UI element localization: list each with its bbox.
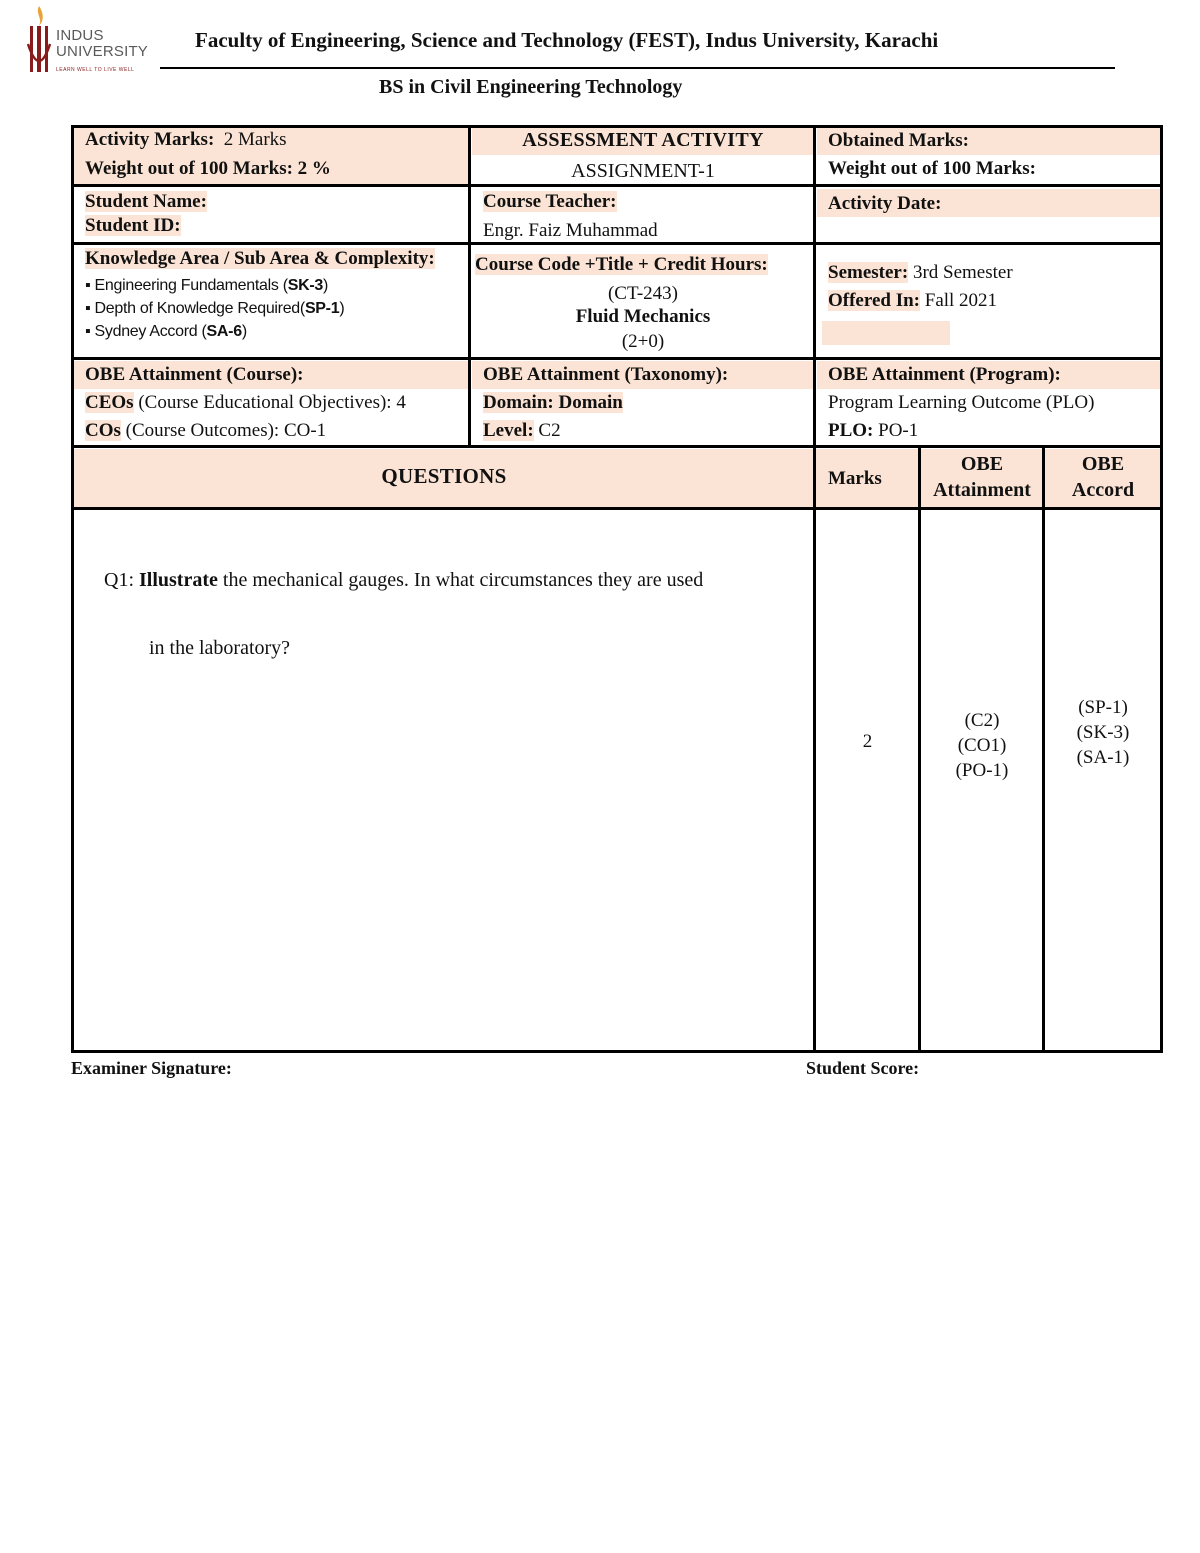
examiner-signature-label: Examiner Signature: <box>71 1058 232 1078</box>
assessment-name: ASSIGNMENT-1 <box>571 160 715 182</box>
obe-taxonomy-label: OBE Attainment (Taxonomy): <box>483 364 729 385</box>
obtained-marks-label: Obtained Marks: <box>828 130 969 151</box>
question-1-line1: Q1: Illustrate the mechanical gauges. In what circumstances they are used <box>104 569 704 591</box>
credit-hours: (2+0) <box>621 331 665 352</box>
activity-date-label: Activity Date: <box>828 193 942 214</box>
questions-header: QUESTIONS <box>381 464 507 488</box>
knowledge-item: ▪ Sydney Accord (SA-6) <box>85 323 247 340</box>
student-score-label: Student Score: <box>806 1058 920 1078</box>
university-logo <box>26 4 156 74</box>
ceo-line: CEOs (Course Educational Objectives): 4 <box>85 392 406 413</box>
faculty-title: Faculty of Engineering, Science and Technology (FEST), Indus University, Karachi <box>195 28 939 52</box>
course-title: Fluid Mechanics <box>575 306 711 327</box>
header-divider <box>160 67 1115 69</box>
plo-title: Program Learning Outcome (PLO) <box>828 392 1095 413</box>
activity-marks: Activity Marks: 2 Marks <box>85 129 287 150</box>
course-teacher-label: Course Teacher: <box>483 191 617 212</box>
row-divider <box>71 507 1163 510</box>
row-divider <box>71 184 1163 187</box>
course-code-label: Course Code +Title + Credit Hours: <box>475 254 768 275</box>
assessment-activity-title: ASSESSMENT ACTIVITY <box>522 129 764 151</box>
row-divider <box>71 242 1163 245</box>
student-id-label: Student ID: <box>85 215 181 236</box>
column-divider <box>813 125 816 1053</box>
row-divider <box>71 357 1163 360</box>
domain-line: Domain: Domain <box>483 392 623 413</box>
co-line: COs (Course Outcomes): CO-1 <box>85 420 327 441</box>
knowledge-item: ▪ Engineering Fundamentals (SK-3) <box>85 277 329 294</box>
offered-in: Offered In: Fall 2021 <box>828 290 998 311</box>
question-1-attainment: (C2) (CO1) (PO-1) <box>955 710 1009 781</box>
question-1-line2: in the laboratory? <box>149 637 291 659</box>
weight-label: Weight out of 100 Marks: 2 % <box>85 158 331 179</box>
torch-logo-icon <box>26 4 52 74</box>
logo-wordmark: INDUS UNIVERSITY <box>56 27 149 60</box>
logo-tagline: LEARN WELL TO LIVE WELL <box>56 67 135 73</box>
question-1-accord: (SP-1) (SK-3) (SA-1) <box>1076 697 1130 768</box>
knowledge-area-label: Knowledge Area / Sub Area & Complexity: <box>85 248 435 269</box>
course-teacher-value: Engr. Faiz Muhammad <box>483 220 658 241</box>
program-title: BS in Civil Engineering Technology <box>379 76 683 98</box>
obe-accord-header: OBE Accord <box>1071 453 1135 501</box>
obe-program-label: OBE Attainment (Program): <box>828 364 1061 385</box>
semester: Semester: 3rd Semester <box>828 262 1013 283</box>
plo-line: PLO: PO-1 <box>828 420 919 441</box>
obe-attainment-header: OBE Attainment <box>933 453 1031 501</box>
question-1-marks: 2 <box>862 731 873 752</box>
knowledge-item: ▪ Depth of Knowledge Required(SP-1) <box>85 300 345 317</box>
course-code: (CT-243) <box>607 283 679 304</box>
marks-header: Marks <box>828 468 882 489</box>
weight-obtained-label: Weight out of 100 Marks: <box>828 158 1036 179</box>
level-line: Level: C2 <box>483 420 561 441</box>
obe-course-label: OBE Attainment (Course): <box>85 364 304 385</box>
student-name-label: Student Name: <box>85 191 207 212</box>
row-divider <box>71 445 1163 448</box>
